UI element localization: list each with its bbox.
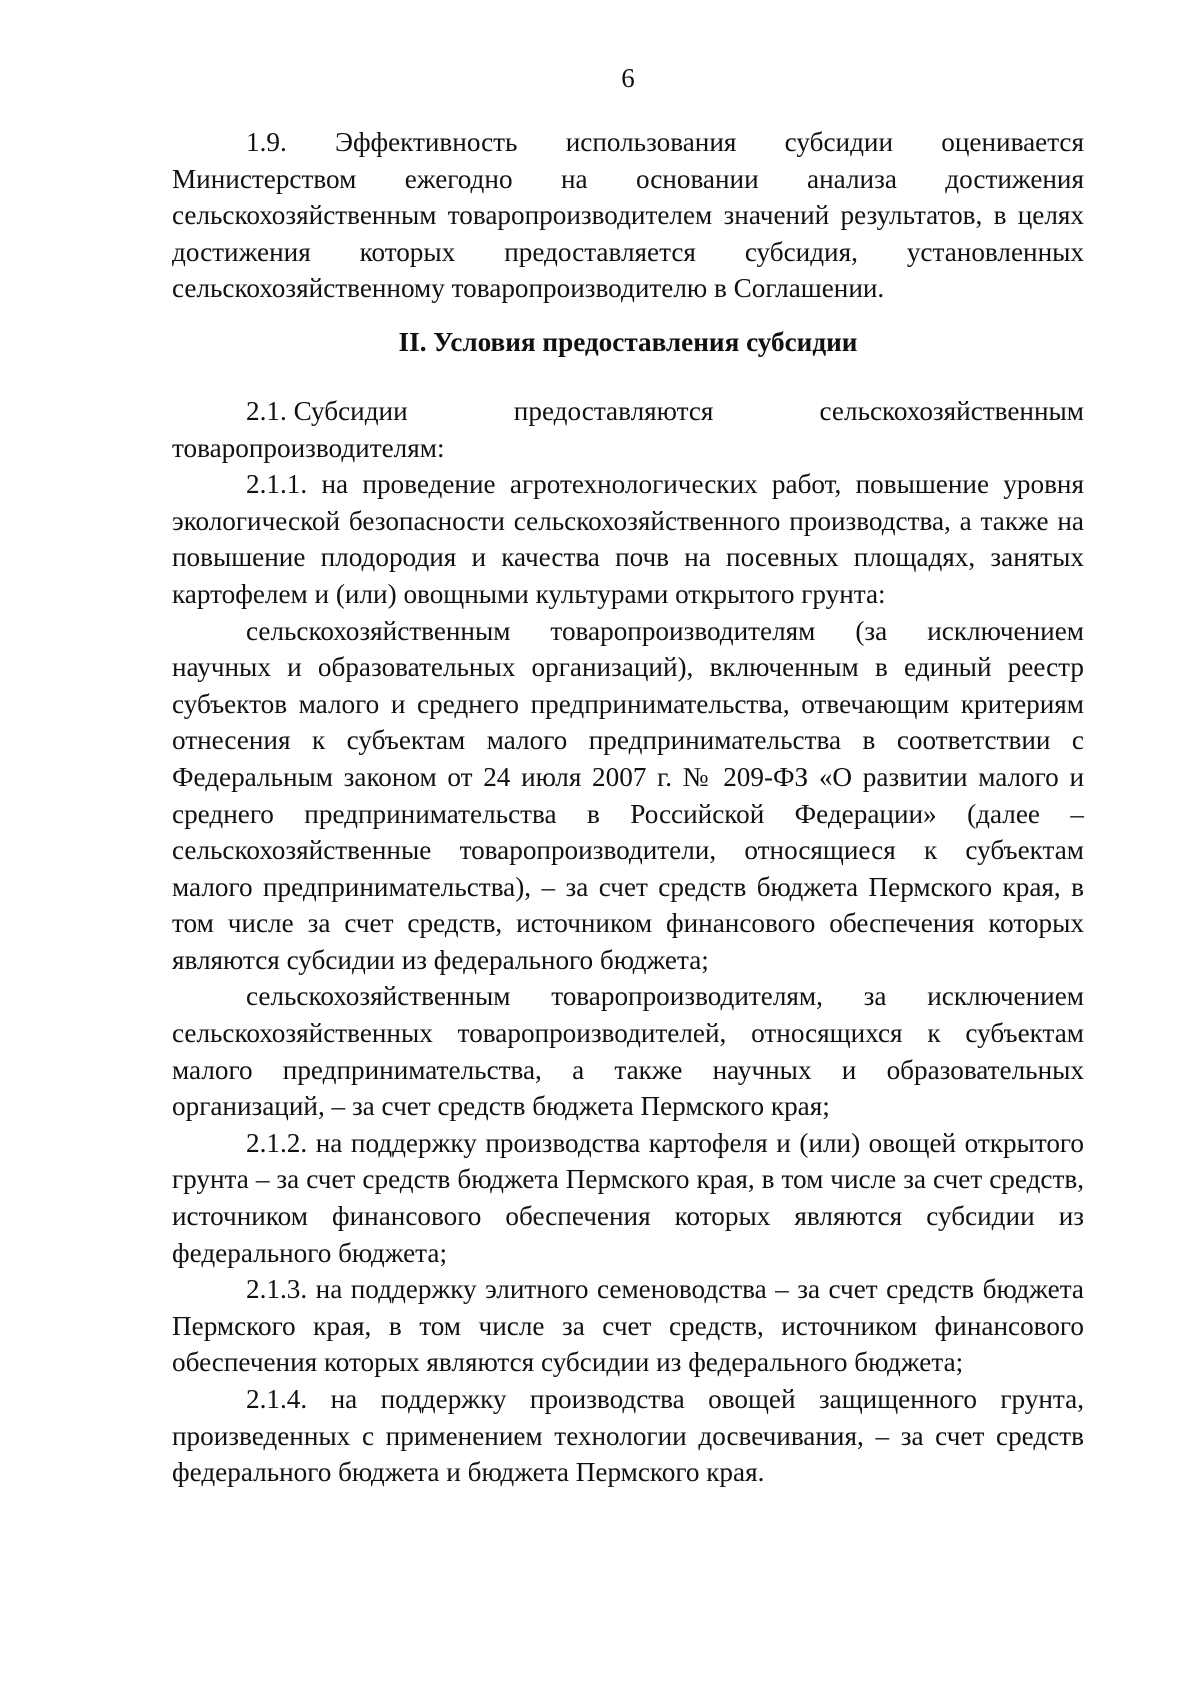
paragraph-2-1-word-3: сельскохозяйственным (819, 395, 1084, 426)
paragraph-2-1-continuation: товаропроизводителям: (172, 432, 445, 463)
section-heading: II. Условия предоставления субсидии (398, 326, 858, 357)
paragraph-2-1-4: 2.1.4. на поддержку производства овощей защищенного грунта, произведенных с применением технологии досвечивания, – за счет средств федерального бюджета и бюджета Пермского края. (172, 1384, 1084, 1488)
paragraph-2-1-word-1: 2.1. Субсидии (246, 395, 408, 426)
paragraph-2-1-first-line (172, 393, 1084, 430)
paragraph-other-producers: сельскохозяйственным товаропроизводителям, за исключением сельскохозяйственных товаропроизводителей, относящихся к субъектам малого предпринимательства, а также научных и образовательных организаций, – за счет средств бюджета Пермского края; (172, 981, 1084, 1122)
page-number: 6 (621, 63, 635, 93)
paragraph-2-1-1: 2.1.1. на проведение агротехнологических работ, повышение уровня экологической безопасности сельскохозяйственного производства, а также на повышение плодородия и качества почв на посевных площадях, занятых картофелем и (или) овощными культурами открытого грунта: (172, 469, 1084, 609)
paragraph-2-1-word-2: предоставляются (513, 395, 714, 426)
paragraph-small-business: сельскохозяйственным товаропроизводителям (за исключением научных и образовательных организаций), включенным в единый реестр субъектов малого и среднего предпринимательства, отвечающим критериям отнесения к субъектам малого предпринимательства в соответствии с Федеральным законом от 24 июля 2007 г. № 209-ФЗ «О развитии малого и среднего предпринимательства в Российской Федерации» (далее – сельскохозяйственные товаропроизводители, относящиеся к субъектам малого предпринимательства), – за счет средств бюджета Пермского края, в том числе за счет средств, источником финансового обеспечения которых являются субсидии из федерального бюджета; (172, 615, 1084, 975)
paragraph-2-1-2: 2.1.2. на поддержку производства картофеля и (или) овощей открытого грунта – за счет средств бюджета Пермского края, в том числе за счет средств, источником финансового обеспечения которых являются субсидии из федерального бюджета; (172, 1127, 1084, 1268)
paragraph-2-1-3: 2.1.3. на поддержку элитного семеноводства – за счет средств бюджета Пермского края, в том числе за счет средств, источником финансового обеспечения которых являются субсидии из федерального бюджета; (172, 1274, 1084, 1378)
document-body (172, 124, 1084, 1491)
paragraph-1-9: 1.9. Эффективность использования субсидии оценивается Министерством ежегодно на основании анализа достижения сельскохозяйственным товаропроизводителем значений результатов, в целях достижения которых предоставляется субсидия, установленных сельскохозяйственному товаропроизводителю в Соглашении. (172, 127, 1084, 304)
